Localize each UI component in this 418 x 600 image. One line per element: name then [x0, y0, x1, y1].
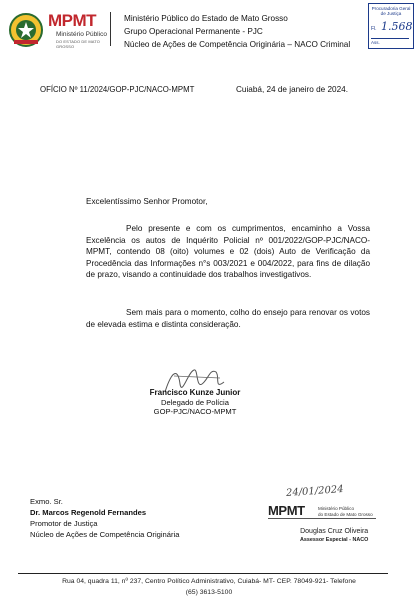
receipt-signatory-name: Douglas Cruz Oliveira	[300, 528, 369, 535]
stamp-ass-label: Ass.	[371, 40, 380, 45]
receipt-handwritten-date: 24/01/2024	[285, 484, 344, 499]
footer-divider	[18, 573, 388, 574]
signature-block	[130, 388, 260, 417]
signatory-unit: GOP-PJC/NACO-MPMT	[153, 407, 237, 416]
mpmt-logo	[8, 12, 108, 48]
receipt-stamp-brand: MPMT	[268, 503, 305, 518]
recipient-unit: Núcleo de Ações de Competência Originária	[30, 530, 180, 539]
recipient-role: Promotor de Justiça	[30, 519, 98, 528]
brand-subtitle-2: DO ESTADO DE MATO GROSSO	[56, 39, 100, 49]
letter-body-paragraph-1: Pelo presente e com os cumprimentos, encaminho a Vossa Excelência os autos de Inquérito Policial nº 001/2022/GOP-PJC/NACO-MPMT, contendo 08 (oito) volumes e 02 (dois) Auto de Verificação da Procedência das Informações n°s 003/2021 e 004/2022, para fins de dilação de prazo, visando a continuidade dos trabalhos investigativos.	[86, 224, 370, 280]
brand-subtitle: Ministério Público	[56, 31, 107, 38]
receipt-signatory	[300, 528, 368, 544]
stamp-page-number: 1.568	[381, 20, 413, 33]
state-seal-icon	[8, 12, 44, 48]
footer-phone: (65) 3613-5100	[185, 589, 233, 596]
stamp-title: Procuradoria Geral de Justiça	[371, 6, 411, 16]
recipient-salutation: Exmo. Sr.	[30, 497, 63, 506]
recipient-block	[30, 496, 179, 540]
protocol-stamp	[368, 3, 414, 49]
stamp-fl-label: Fl.	[371, 26, 377, 32]
header-line-2: Grupo Operacional Permanente - PJC	[124, 27, 263, 36]
letter-body-paragraph-2: Sem mais para o momento, colho do ensejo para renovar os votos de elevada estima e distinta consideração.	[86, 308, 370, 329]
receipt-stamp-sub	[318, 506, 373, 517]
footer-address: Rua 04, quadra 11, nº 237, Centro Político Administrativo, Cuiabá- MT- CEP. 78049-921- Telefone	[62, 578, 356, 585]
letter-salutation: Excelentíssimo Senhor Promotor,	[86, 197, 208, 206]
brand-name: MPMT	[48, 11, 97, 30]
receipt-stamp-sub-1: Ministério Público	[318, 506, 354, 511]
receipt-stamp-sub-2: do Estado de Mato Grosso	[318, 511, 373, 517]
signatory-role: Delegado de Polícia	[161, 397, 229, 407]
stamp-line	[371, 38, 409, 39]
header-divider	[110, 12, 111, 46]
signatory-name: Francisco Kunze Junior	[149, 388, 241, 397]
receipt-signatory-role: Assessor Especial - NACO	[300, 537, 369, 543]
header-line-1: Ministério Público do Estado de Mato Grosso	[124, 14, 288, 23]
letter-reference: OFÍCIO Nº 11/2024/GOP-PJC/NACO-MPMT	[40, 85, 195, 94]
recipient-name: Dr. Marcos Regenold Fernandes	[30, 508, 147, 517]
header-line-3: Núcleo de Ações de Competência Originária – NACO Criminal	[124, 40, 351, 49]
receipt-stamp-line	[268, 518, 376, 519]
letter-date: Cuiabá, 24 de janeiro de 2024.	[236, 85, 348, 94]
